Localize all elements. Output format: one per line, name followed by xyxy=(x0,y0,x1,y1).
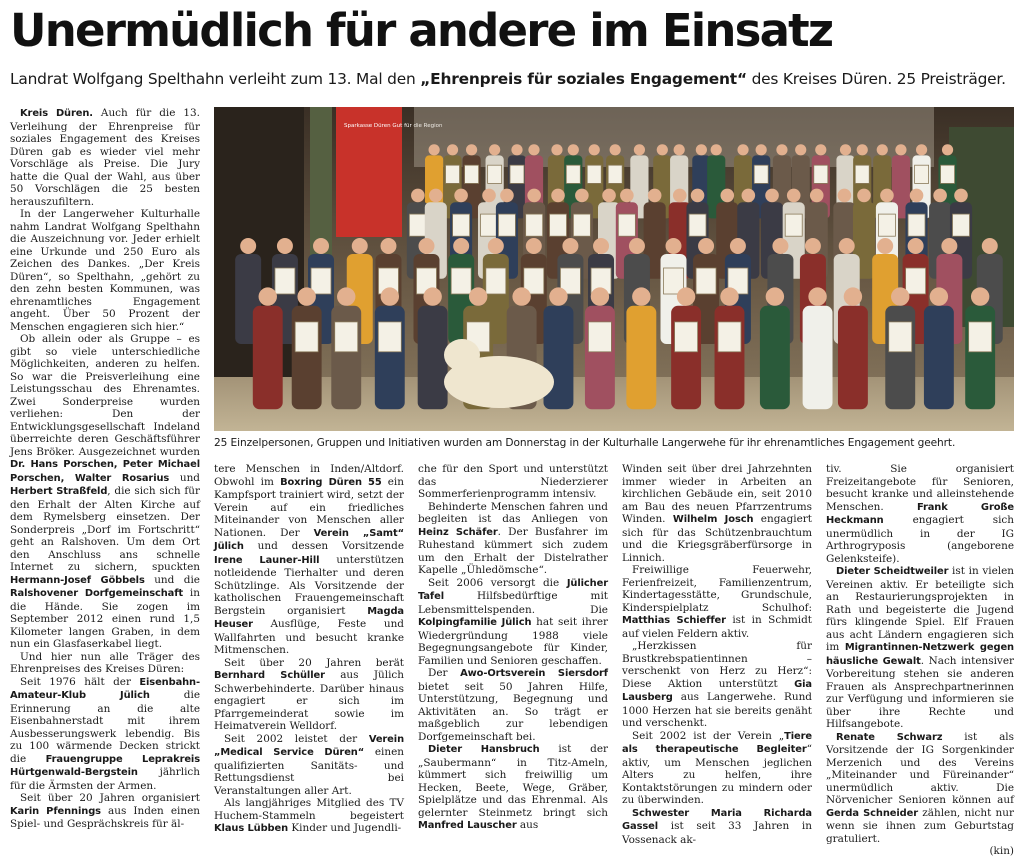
certificate xyxy=(785,214,802,236)
person-head xyxy=(742,189,756,203)
byline: (kin) xyxy=(989,845,1014,857)
paragraph-text: Seit über 20 Jahren organisiert xyxy=(20,792,200,804)
person-head xyxy=(568,144,579,155)
person xyxy=(885,306,915,410)
paragraph-text: engagiert sich für das Schützenbrauchtum und die Kriegsgräberfürsorge in Linnich. xyxy=(622,513,812,564)
paragraph-text: und die xyxy=(144,573,200,586)
paragraph-text: und xyxy=(169,471,200,484)
honoree-name: Hermann-Josef Göbbels xyxy=(10,574,145,586)
person-head xyxy=(720,287,738,305)
headline: Unermüdlich für andere im Einsatz xyxy=(10,4,833,57)
person-head xyxy=(575,189,589,203)
person-head xyxy=(549,287,567,305)
person-head xyxy=(313,238,329,254)
person xyxy=(375,306,405,410)
person-head xyxy=(895,144,906,155)
paragraph-text: ist als Vorsitzende der IG Sorgenkinder Merzenich und des Vereins „Miteinander und Füreinander“ unermüdlich aktiv. Die Nörvenicher Senioren können auf xyxy=(826,730,1014,806)
person-head xyxy=(666,238,682,254)
person-head xyxy=(844,287,862,305)
certificate xyxy=(488,165,502,183)
person-head xyxy=(930,287,948,305)
paragraph-text: Behinderte Menschen fahren und begleiten ist das Anliegen von xyxy=(418,500,608,525)
paragraph-text: unterstützen notleidende Tierhalter und deren Schützlinge. Als Vorsitzende der katholischen Frauengemeinschaft Bergstein organisiert xyxy=(214,553,404,617)
honoree-name: Migrantinnen-Netzwerk gegen häusliche Gewalt xyxy=(826,642,1014,667)
certificate xyxy=(969,322,992,352)
person-head xyxy=(765,189,779,203)
paragraph xyxy=(826,463,1014,565)
paragraph-text: aus xyxy=(516,819,539,831)
paragraph xyxy=(214,463,404,657)
paragraph-text: ist in vielen Vereinen aktiv. Er beteiligte sich an Restaurierungsprojekten in Rath und begeisterte die Jugend fürs klingende Spiel. Elf Frauen aus acht Ländern engagieren sich im xyxy=(826,565,1014,653)
person xyxy=(760,306,790,410)
subheadline-text-end: des Kreises Düren. 25 Preisträger. xyxy=(746,70,1006,88)
certificate xyxy=(618,214,635,236)
person-head xyxy=(528,144,539,155)
person xyxy=(331,306,361,410)
paragraph-text: ein Kampfsport trainiert wird, setzt der Verein auf ein friedliches Miteinander von Menschen aller Nationen. Der xyxy=(214,475,404,539)
paragraph-text: che für den Sport und unterstützt das Niederzierer Sommerferienprogramm intensiv. xyxy=(418,463,608,500)
paragraph-text: ist in Schmidt auf vielen Feldern aktiv. xyxy=(622,614,812,640)
honoree-name: Herbert Straßfeld xyxy=(10,486,108,497)
paragraph xyxy=(418,463,608,501)
paragraph-text: und dessen Vorsitzende xyxy=(243,540,404,552)
paragraph-text: zählen, nicht nur wenn sie ihnen zum Geburtstag gratuliert. xyxy=(826,806,1014,845)
honoree-name: Verein „Samt“ Jülich xyxy=(214,527,405,552)
person-head xyxy=(551,144,562,155)
person-head xyxy=(620,189,634,203)
person-head xyxy=(942,144,953,155)
paragraph xyxy=(622,463,812,564)
paragraph xyxy=(10,107,200,208)
person-head xyxy=(908,238,924,254)
person-head xyxy=(696,144,707,155)
person-head xyxy=(632,287,650,305)
paragraph xyxy=(418,667,608,743)
person-head xyxy=(629,238,645,254)
person-head xyxy=(857,144,868,155)
honoree-name: Ralshovener Dorfgemeinschaft xyxy=(10,588,184,599)
person-head xyxy=(469,287,487,305)
group-photo-illustration xyxy=(214,107,1014,431)
person-head xyxy=(526,238,542,254)
certificate xyxy=(689,214,706,236)
person-head xyxy=(971,287,989,305)
person-head xyxy=(776,144,787,155)
person-head xyxy=(482,189,496,203)
article-column-2 xyxy=(214,463,404,837)
person-head xyxy=(429,189,443,203)
honoree-name: Manfred Lauscher xyxy=(418,820,517,831)
paragraph-text: Ausflüge, Feste und Wallfahrten und besucht kranke Mitmenschen. xyxy=(214,618,404,656)
paragraph xyxy=(622,730,812,807)
person-head xyxy=(840,144,851,155)
person-head xyxy=(933,189,947,203)
person xyxy=(671,306,701,410)
person-head xyxy=(259,287,277,305)
person-head xyxy=(562,238,578,254)
person-head xyxy=(808,287,826,305)
paragraph-text: , die sich sich für den Erhalt der Alten Kirche auf dem Rymelsberg einsetzen. Der Sonderpreis „Dorf im Fortschritt“ geht an Ralshoven. Um dem Ort den Anschluss ans schnelle Internet zu sichern, spuckten xyxy=(10,485,200,573)
paragraph xyxy=(622,564,812,640)
paragraph-text: Hilfsbedürftige mit Lebensmittelspenden. Die xyxy=(418,590,608,616)
person-head xyxy=(337,287,355,305)
honoree-name: Eisenbahn-Amateur-Klub Jülich xyxy=(10,676,200,701)
certificate xyxy=(335,322,358,352)
honoree-name: Bernhard Schüller xyxy=(214,670,325,681)
paragraph-text: aus Jülich Schwerbehinderte. Darüber hinaus engagiert er sich im Pfarrgemeinderat sowie im Heimatverein Welldorf. xyxy=(214,669,404,732)
paragraph-text: tere Menschen in Inden/Altdorf. Obwohl im xyxy=(214,463,404,488)
person-head xyxy=(677,287,695,305)
photo-caption: 25 Einzelpersonen, Gruppen und Initiativen wurden am Donnerstag in der Kulturhalle Langerwehe für ihr ehrenamtliches Engagement geehrt. xyxy=(214,437,956,449)
person xyxy=(715,306,745,410)
person-head xyxy=(877,238,893,254)
paragraph-text: aus Langerwehe. Rund 1000 Herzen hat sie bereits genäht und verschenkt. xyxy=(622,691,812,729)
article-column-4 xyxy=(622,463,812,846)
certificate xyxy=(566,165,580,183)
person-head xyxy=(489,144,500,155)
person-head xyxy=(805,238,821,254)
paragraph-text: Der xyxy=(428,667,461,679)
paragraph-text: In der Langerweher Kulturhalle nahm Landrat Wolfgang Spelthahn die Auszeichnung vor. Jeder erhielt eine Urkunde und 250 Euro als Zeichen des Dankes. „Der Kreis Düren“, so Spelthahn, „gehört zu den zehn besten Kommunen, was ehrenamtliches Engagement angeht. Über 50 Prozent der Menschen engagieren sich hier.“ xyxy=(10,208,200,333)
banner-text: Sparkasse Düren Gut für die Region xyxy=(344,123,443,129)
person-head xyxy=(691,189,705,203)
paragraph-text: ist der „Saubermann“ in Titz-Ameln, kümmert sich freiwillig um Hecken, Beete, Wege, Gräber, Spielplätze und das Ehrenmal. Als gelernter Steinmetz bringt sich xyxy=(418,743,608,819)
person-head xyxy=(551,189,565,203)
person xyxy=(585,306,615,410)
person xyxy=(924,306,954,410)
certificate xyxy=(608,165,622,183)
person-head xyxy=(916,144,927,155)
certificate xyxy=(889,322,912,352)
honoree-name: Boxring Düren 55 xyxy=(280,476,382,488)
person-head xyxy=(787,189,801,203)
certificate xyxy=(481,214,498,236)
person-head xyxy=(756,144,767,155)
person-head xyxy=(297,287,315,305)
subheadline xyxy=(10,68,1014,90)
person-head xyxy=(610,144,621,155)
paragraph-text: Freiwillige Feuerwehr, Ferienfreizeit, Familienzentrum, Kindertagesstätte, Grundschule, Kinderspielplatz Schulhof: xyxy=(622,564,812,614)
certificate xyxy=(409,214,426,236)
person-head xyxy=(954,189,968,203)
paragraph-text: . Der Busfahrer im Ruhestand kümmert sich zudem um den Erhalt der Distelrather Kapelle „Ühledömsche“. xyxy=(418,525,608,576)
person-head xyxy=(380,238,396,254)
person-head xyxy=(673,189,687,203)
certificate xyxy=(915,165,929,183)
certificate xyxy=(906,268,926,294)
paragraph-text: einen qualifizierten Sanitäts- und Rettungsdienst bei Veranstaltungen aller Art. xyxy=(214,746,404,797)
certificate xyxy=(675,322,698,352)
person-head xyxy=(720,189,734,203)
honoree-name: Frauengruppe Leprakreis Hürtgenwald-Bergstein xyxy=(10,753,201,778)
paragraph xyxy=(214,657,404,733)
paragraph-text: „Herzkissen für Brustkrebspatientinnen – verschenkt von Herz zu Herz“: Diese Aktion unterstützt xyxy=(622,640,812,690)
paragraph-text: Seit über 20 Jahren berät xyxy=(224,656,404,669)
paragraph xyxy=(826,565,1014,731)
paragraph xyxy=(418,577,608,668)
certificate xyxy=(941,165,955,183)
paragraph-text: jährlich für die Ärmsten der Armen. xyxy=(10,766,200,792)
paragraph-text: die Erinnerung an die alte Eisenbahnerstadt mit ihrem Ausbesserungswerk lebendig. Bis zu 100 wärmende Decken strickt die xyxy=(10,689,200,765)
paragraph-text: Winden seit über drei Jahrzehnten immer wieder in Arbeiten an kirchlichen Gebäude ein, seit 2010 am Bau des neuen Pfarrzentrums Winden. xyxy=(622,463,812,525)
honoree-name: Dieter Hansbruch xyxy=(428,744,540,755)
person-head xyxy=(593,238,609,254)
certificate xyxy=(526,214,543,236)
person-head xyxy=(941,238,957,254)
honoree-name: Heinz Schäfer xyxy=(418,526,498,538)
paragraph xyxy=(418,743,608,833)
paragraph-text: hat seit ihrer Wiedergründung 1988 viele Begegnungsangebote für Kinder, Familien und Senioren geschaffen. xyxy=(418,616,608,667)
paragraph xyxy=(10,792,200,831)
certificate xyxy=(878,214,895,236)
paragraph-text: Auch für die 13. Verleihung der Ehrenpreise für soziales Engagement des Kreises Düren gab es wieder viel mehr Vorschläge als Preise. Die Jury hatte die Qual der Wahl, aus über 50 Vorschlägen die 25 besten herauszufiltern. xyxy=(10,107,200,208)
person-head xyxy=(711,144,722,155)
person-head xyxy=(589,144,600,155)
certificate xyxy=(451,268,471,294)
honoree-name: Jülicher Tafel xyxy=(418,577,608,602)
person-head xyxy=(657,144,668,155)
paragraph-text: . Nach intensiver Vorbereitung stehen sie anderen Frauen als Ansprechpartnerinnen zur Verfügung und informieren sie über ihre Rechte und Hilfsangebote. xyxy=(826,654,1014,730)
person xyxy=(626,306,656,410)
person xyxy=(838,306,868,410)
person-head xyxy=(453,238,469,254)
person xyxy=(965,306,995,410)
person-head xyxy=(766,287,784,305)
paragraph-text: Seit 2002 ist der Verein „ xyxy=(632,729,785,742)
person-head xyxy=(423,287,441,305)
person-head xyxy=(591,287,609,305)
honoree-name: Matthias Schieffer xyxy=(622,615,726,626)
article-column-5 xyxy=(826,463,1014,857)
person-head xyxy=(815,144,826,155)
person-head xyxy=(891,287,909,305)
certificate xyxy=(275,268,295,294)
paragraph xyxy=(10,208,200,333)
person-head xyxy=(454,189,468,203)
person-head xyxy=(737,144,748,155)
honoree-name: Wilhelm Josch xyxy=(672,514,754,525)
certificate xyxy=(953,214,970,236)
person-head xyxy=(772,238,788,254)
certificate xyxy=(311,268,331,294)
paragraph xyxy=(214,733,404,798)
paragraph xyxy=(418,501,608,577)
person-head xyxy=(277,238,293,254)
honoree-name: Magda Heuser xyxy=(214,605,404,630)
certificate xyxy=(510,165,524,183)
certificate xyxy=(696,268,716,294)
certificate xyxy=(573,214,590,236)
person-head xyxy=(447,144,458,155)
paragraph-text: Als langjähriges Mitglied des TV Huchem-Stammeln begeistert xyxy=(214,797,404,822)
paragraph-text: Kinder und Jugendli- xyxy=(288,822,402,834)
person-head xyxy=(429,144,440,155)
person-head xyxy=(381,287,399,305)
paragraph xyxy=(622,640,812,730)
certificate xyxy=(908,214,925,236)
paragraph-text: Seit 2002 leistet der xyxy=(224,732,369,745)
certificate xyxy=(498,214,515,236)
article-column-3 xyxy=(418,463,608,837)
paragraph xyxy=(214,797,404,836)
person-head xyxy=(698,238,714,254)
person-head xyxy=(857,189,871,203)
person-head xyxy=(810,189,824,203)
person xyxy=(803,306,833,410)
person-head xyxy=(730,238,746,254)
person-head xyxy=(674,144,685,155)
paragraph-text: in die Hände. Sie zogen im September 2012 einen rund 1,5 Kilometer langen Graben, in dem nun ein Glasfaserkabel liegt. xyxy=(10,587,200,650)
person-head xyxy=(240,238,256,254)
subheadline-award-name: „Ehrenpreis für soziales Engagement“ xyxy=(420,70,747,88)
honoree-name: Awo-Ortsverein Siersdorf xyxy=(460,668,608,679)
honoree-name: Dieter Scheidtweiler xyxy=(836,566,949,577)
certificate xyxy=(486,268,506,294)
honoree-name: Kreis Düren. xyxy=(20,108,93,119)
person-head xyxy=(910,189,924,203)
paragraph-text: Seit 1976 hält der xyxy=(20,675,140,688)
person-head xyxy=(795,144,806,155)
person-head xyxy=(418,238,434,254)
honoree-name: Gia Lausberg xyxy=(622,678,812,703)
person xyxy=(292,306,322,410)
person-head xyxy=(466,144,477,155)
certificate xyxy=(588,322,611,352)
certificate xyxy=(855,165,869,183)
honoree-name: Schwester Maria Richarda Gassel xyxy=(622,807,812,832)
paragraph xyxy=(10,676,200,793)
person-head xyxy=(634,144,645,155)
paragraph xyxy=(10,651,200,676)
person-head xyxy=(880,189,894,203)
certificate xyxy=(754,165,768,183)
honoree-name: Renate Schwarz xyxy=(836,731,943,743)
paragraph-text: engagiert sich unermüdlich in der IG Arthrogryposis (angeborene Gelenksteife). xyxy=(826,514,1014,565)
article-column-1 xyxy=(10,107,200,837)
honoree-name: Irene Launer-Hill xyxy=(214,554,320,566)
honoree-name: Klaus Lübben xyxy=(214,823,289,834)
paragraph xyxy=(826,731,1014,858)
certificate xyxy=(587,165,601,183)
person-head xyxy=(527,189,541,203)
person-head xyxy=(839,238,855,254)
subheadline-text: Landrat Wolfgang Spelthahn verleiht zum 13. Mal den xyxy=(10,70,421,88)
person-head xyxy=(982,238,998,254)
person-head xyxy=(352,238,368,254)
paragraph-text: aus Inden einen Spiel- und Gesprächskreis für äl- xyxy=(10,804,200,830)
person-head xyxy=(488,238,504,254)
person-head xyxy=(511,144,522,155)
person xyxy=(253,306,283,410)
paragraph-text: tiv. Sie organisiert Freizeitangebote für Senioren, besucht kranke und alleinstehende Menschen. xyxy=(826,463,1014,513)
person-head xyxy=(512,287,530,305)
certificate xyxy=(295,322,318,352)
paragraph-text: bietet seit 50 Jahren Hilfe, Unterstützung, Begegnung und Aktivitäten an. So trägt er maßgeblich zur lebendigen Dorfgemeinschaft bei. xyxy=(418,680,608,743)
certificate xyxy=(378,322,401,352)
honoree-name: Karin Pfennings xyxy=(10,805,101,817)
honoree-name: Gerda Schneider xyxy=(826,807,919,819)
paragraph xyxy=(10,333,200,651)
certificate xyxy=(718,322,741,352)
person-head xyxy=(877,144,888,155)
paragraph-text: Ob allein oder als Gruppe – es gibt so viele unterschiedliche Möglichkeiten, anderen zu helfen. So war die Preisverleihung eine Leistungsschau des Ehrenamtes. Zwei Sonderpreise wurden verliehen: Den der Entwicklungsgesellschaft Indeland überreichte deren Geschäftsführer Jens Bröker. Ausgezeichnet wurden xyxy=(10,333,200,458)
honoree-name: Verein „Medical Service Düren“ xyxy=(214,733,404,758)
certificate xyxy=(550,214,567,236)
honoree-name: Kolpingfamilie Jülich xyxy=(418,617,532,628)
paragraph xyxy=(622,807,812,847)
paragraph-text: Seit 2006 versorgt die xyxy=(428,576,567,589)
certificate xyxy=(465,165,479,183)
paragraph-text: “ aktiv, um Menschen jeglichen Alters zu helfen, ihre Kontaktstörungen zu mindern oder zu überwinden. xyxy=(622,743,812,806)
honoree-name: Dr. Hans Porschen, Peter Michael Porschen, Walter Rosarius xyxy=(10,459,200,484)
paragraph-text: Und hier nun alle Träger des Ehrenpreises des Kreises Düren: xyxy=(10,650,200,675)
certificate xyxy=(453,214,470,236)
paragraph-text: ist seit 33 Jahren in Vossenack ak- xyxy=(622,820,812,846)
person-head xyxy=(411,189,425,203)
certificate xyxy=(446,165,460,183)
person-head xyxy=(838,189,852,203)
honoree-name: Frank Große Heckmann xyxy=(826,501,1014,526)
person-head xyxy=(648,189,662,203)
person-head xyxy=(602,189,616,203)
group-photo xyxy=(214,107,1014,431)
person xyxy=(418,306,448,410)
person-head xyxy=(500,189,514,203)
honoree-name: Tiere als therapeutische Begleiter xyxy=(622,730,812,755)
certificate xyxy=(814,165,828,183)
